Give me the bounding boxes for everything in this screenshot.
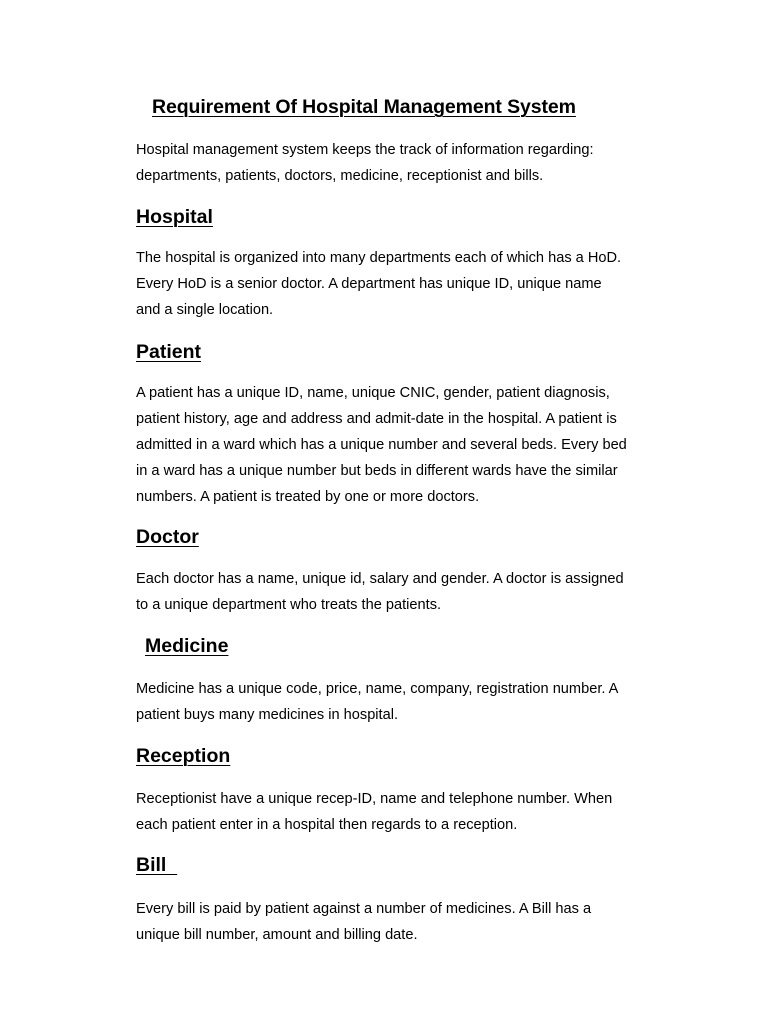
section-heading-medicine: Medicine [145,635,229,657]
paragraph-line: in a ward has a unique number but beds in different wards have the similar [136,463,618,479]
section-paragraph-medicine [136,676,618,728]
paragraph-line: A patient has a unique ID, name, unique CNIC, gender, patient diagnosis, [136,385,610,401]
paragraph-line: admitted in a ward which has a unique number and several beds. Every bed [136,437,627,453]
paragraph-line: and a single location. [136,302,274,318]
section-paragraph-hospital [136,245,621,323]
paragraph-line: departments, patients, doctors, medicine, receptionist and bills. [136,168,544,184]
section-paragraph-bill [136,896,591,948]
section-heading-bill: Bill [136,854,178,876]
paragraph-line: patient history, age and address and admit-date in the hospital. A patient is [136,411,617,427]
paragraph-line: Receptionist have a unique recep-ID, name and telephone number. When [136,791,613,807]
paragraph-line: patient buys many medicines in hospital. [136,707,399,723]
paragraph-line: unique bill number, amount and billing date. [136,927,418,943]
section-heading-doctor: Doctor [136,526,199,548]
section-paragraph-doctor [136,566,624,618]
section-paragraph-patient [136,380,627,510]
section-paragraph-reception [136,786,612,838]
intro-paragraph [136,137,594,189]
section-heading-patient: Patient [136,341,202,363]
paragraph-line: numbers. A patient is treated by one or more doctors. [136,489,480,505]
paragraph-line: Hospital management system keeps the track of information regarding: [136,142,594,158]
paragraph-line: Every bill is paid by patient against a number of medicines. A Bill has a [136,901,592,917]
paragraph-line: Every HoD is a senior doctor. A department has unique ID, unique name [136,276,602,292]
document-title: Requirement Of Hospital Management System [152,96,576,118]
paragraph-line: to a unique department who treats the patients. [136,597,442,613]
paragraph-line: The hospital is organized into many departments each of which has a HoD. [136,250,622,266]
paragraph-line: each patient enter in a hospital then regards to a reception. [136,817,518,833]
section-heading-reception: Reception [136,745,231,767]
paragraph-line: Medicine has a unique code, price, name, company, registration number. A [136,681,619,697]
section-heading-hospital: Hospital [136,206,213,228]
paragraph-line: Each doctor has a name, unique id, salary and gender. A doctor is assigned [136,571,624,587]
